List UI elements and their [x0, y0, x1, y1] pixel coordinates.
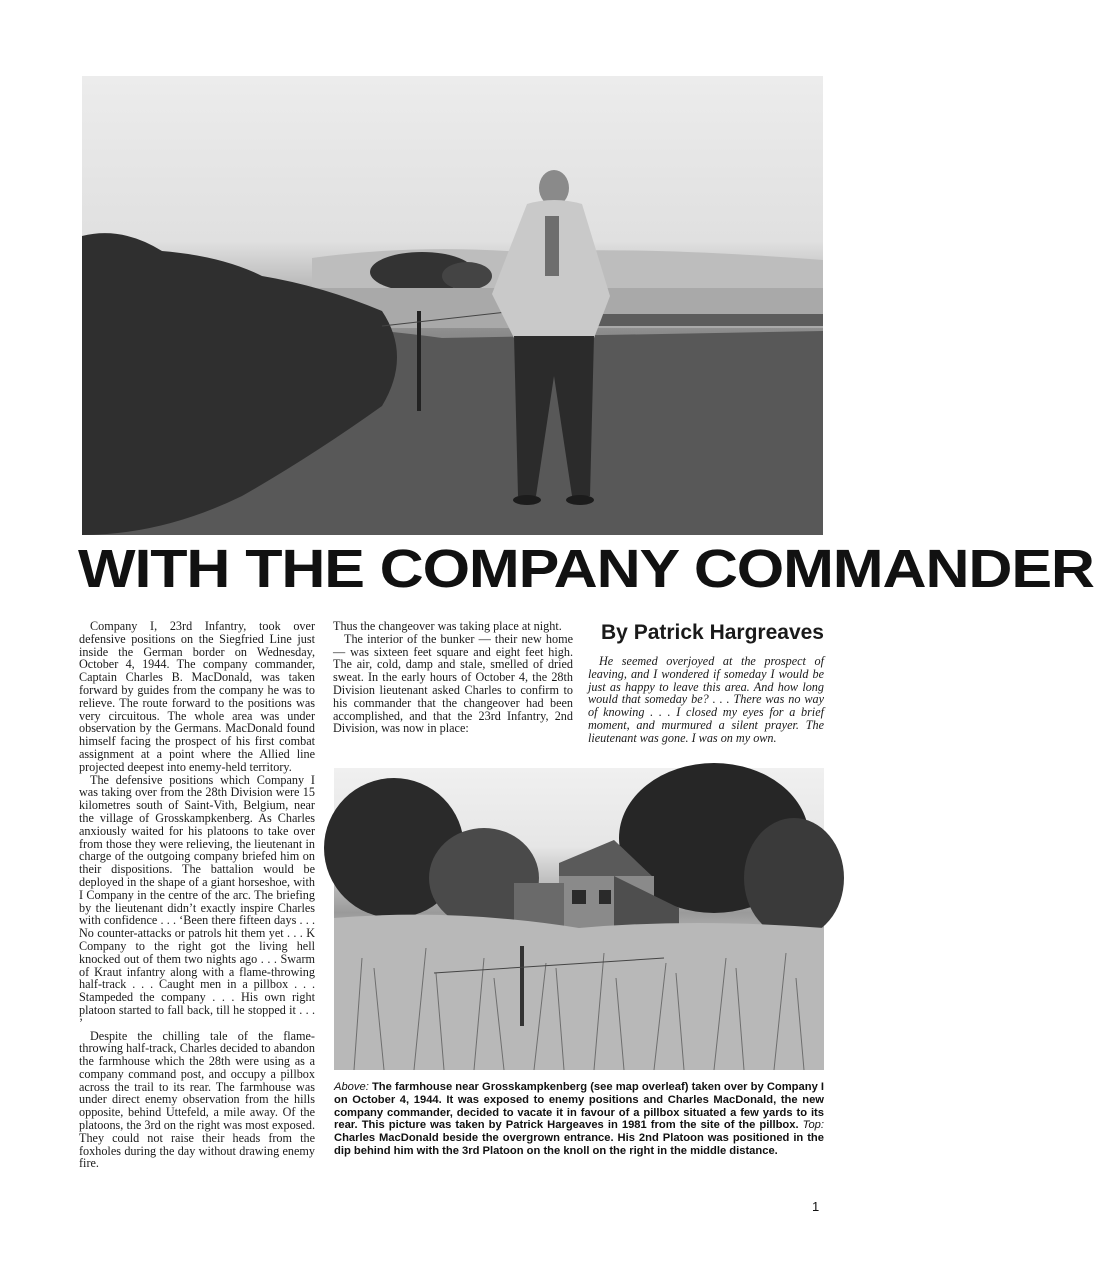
paragraph: Company I, 23rd Infantry, took over defensive positions on the Siegfried Line just inside the German border on Wednesday, October 4, 1944. The company commander, Captain Charles B. MacDonald, was taken forward by guides from the company he was to relieve. The route forward to the positions was very circuitous. The whole area was under observation by the Germans. MacDonald found himself facing the prospect of his first combat assignment at a point where the Allied line projected deepest into enemy-held territory.: [79, 619, 315, 774]
fence-post: [520, 946, 524, 1026]
top-photo: [82, 76, 823, 535]
paragraph: Despite the chilling tale of the flame-throwing half-track, Charles decided to abandon the farmhouse which the 28th were using as a company command post, and occupy a pillbox across the trail to its rear. The farmhouse was under direct enemy observation from the hills opposite, behind Uttefeld, a mile away. Of the platoons, the 3rd on the right was most exposed. They could not raise their heads from the foxholes during the day without drawing enemy fire.: [79, 1028, 315, 1171]
farmhouse-photo: [334, 768, 824, 1070]
pull-quote: [588, 655, 824, 745]
paragraph: Thus the changeover was taking place at night.: [333, 619, 562, 633]
caption-label-above: Above:: [334, 1081, 369, 1093]
paragraph: The interior of the bunker — their new home — was sixteen feet square and eight feet high. The air, cold, damp and stale, smelled of dried sweat. In the early hours of October 4, the 28th Division lieutenant asked Charles to confirm to his commander that the changeover had been accomplished, and that the 23rd Infantry, 2nd Division, was now in place:: [333, 631, 573, 736]
fence-post: [417, 311, 421, 411]
paragraph: The defensive positions which Company I was taking over from the 28th Division were 15 kilometres south of Saint-Vith, Belgium, near the village of Grosskampkenberg. As Charles anxiously waited for his platoons to take over from those they were relieving, the lieutenant in charge of the outgoing company briefed him on their dispositions. The battalion would be deployed in the shape of a giant horseshoe, with I Company in the centre of the arc. The briefing by the lieutenant didn’t exactly inspire Charles with confidence . . . ‘Been there fifteen days . . . No counter-attacks or patrols hit them yet . . . K Company to the right got the living hell knocked out of them two nights ago . . . Swarm of Kraut infantry along with a flame-throwing half-track . . . Caught men in a pillbox . . . Stampeded the company . . . His own right platoon started to fall back, till he stopped it . . . ’: [79, 772, 315, 1030]
field-scene: [82, 76, 823, 535]
article-column-1: [79, 620, 315, 1170]
page-number: 1: [812, 1199, 820, 1214]
caption-text-top: Charles MacDonald beside the overgrown entrance. His 2nd Platoon was positioned in the dip behind him with the 3rd Platoon on the knoll on the right in the middle distance.: [334, 1132, 824, 1157]
caption-label-top: Top:: [802, 1119, 825, 1132]
quote-text: He seemed overjoyed at the prospect of leaving, and I wondered if someday I would be just as happy to leave this area. And how long would that someday be? . . . There was no way of knowing . . . I closed my eyes for a brief moment, and murmured a silent prayer. The lieutenant was gone. I was on my own.: [588, 654, 824, 745]
meadow: [334, 915, 824, 1070]
caption-text-above: The farmhouse near Grosskampkenberg (see map overleaf) taken over by Company I on October 4, 1944. It was exposed to enemy positions and Charles MacDonald, the new company commander, decided to vacate it in favour of a pillbox situated a few yards to its rear. This picture was taken by Patrick Hargeaves in 1981 from the site of the pillbox.: [334, 1081, 825, 1132]
headline: WITH THE COMPANY COMMANDER: [78, 539, 1094, 599]
treeline-small: [442, 262, 492, 290]
farmhouse-scene: [334, 768, 824, 1070]
article-column-2: [333, 620, 573, 735]
byline: By Patrick Hargreaves: [601, 621, 824, 644]
photo-caption: [334, 1081, 824, 1158]
tree-far-right: [744, 818, 844, 938]
